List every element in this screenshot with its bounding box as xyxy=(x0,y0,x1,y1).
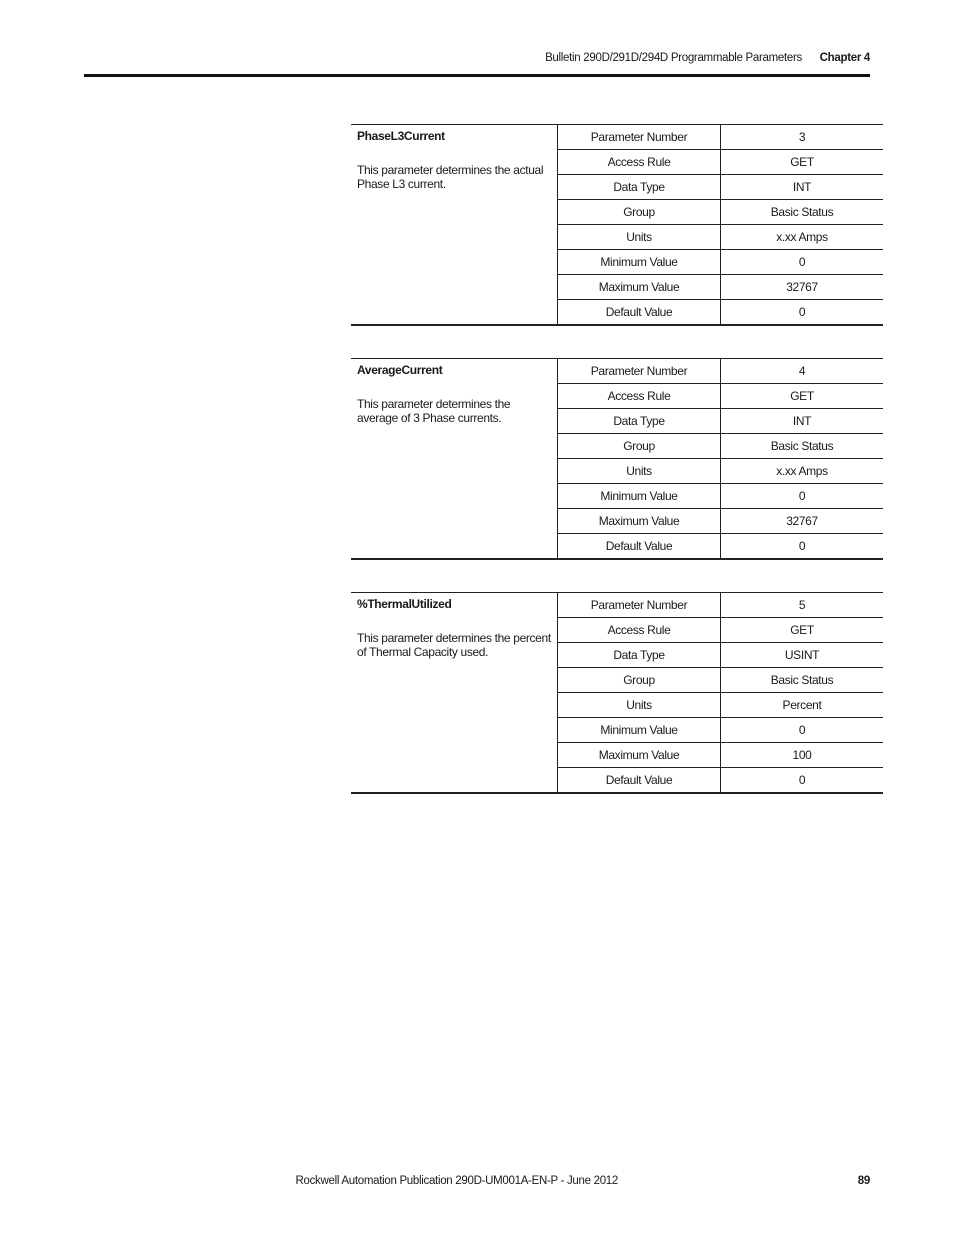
row-label: Group xyxy=(558,200,721,225)
row-value: 4 xyxy=(721,359,884,384)
parameter-table-averagecurrent xyxy=(351,358,883,560)
parameter-description: This parameter determines the actual Phase L3 current. xyxy=(357,163,544,191)
row-label: Default Value xyxy=(558,534,721,560)
parameter-name: PhaseL3Current xyxy=(357,129,445,143)
row-label: Access Rule xyxy=(558,618,721,643)
row-value: USINT xyxy=(721,643,884,668)
row-label: Units xyxy=(558,459,721,484)
row-label: Units xyxy=(558,225,721,250)
row-value: x.xx Amps xyxy=(721,459,884,484)
row-label: Group xyxy=(558,434,721,459)
parameter-name: %ThermalUtilized xyxy=(357,597,452,611)
row-value: GET xyxy=(721,150,884,175)
page-number: 89 xyxy=(857,1175,870,1187)
row-label: Default Value xyxy=(558,768,721,794)
row-label: Minimum Value xyxy=(558,484,721,509)
row-label: Default Value xyxy=(558,300,721,326)
row-value: Basic Status xyxy=(721,434,884,459)
parameter-name: AverageCurrent xyxy=(357,363,443,377)
parameter-description-cell xyxy=(351,593,558,794)
parameter-description: This parameter determines the average of 3 Phase currents. xyxy=(357,397,511,425)
row-label: Maximum Value xyxy=(558,743,721,768)
row-value: 0 xyxy=(721,768,884,794)
row-value: 0 xyxy=(721,534,884,560)
page-footer xyxy=(84,1175,870,1193)
row-label: Data Type xyxy=(558,175,721,200)
parameter-table-phasel3current xyxy=(351,124,883,326)
parameter-description-cell xyxy=(351,125,558,326)
row-label: Parameter Number xyxy=(558,593,721,618)
row-label: Access Rule xyxy=(558,384,721,409)
header-rule xyxy=(84,74,870,77)
row-value: GET xyxy=(721,384,884,409)
row-label: Maximum Value xyxy=(558,275,721,300)
row-label: Parameter Number xyxy=(558,359,721,384)
row-value: Percent xyxy=(721,693,884,718)
row-value: GET xyxy=(721,618,884,643)
row-value: 100 xyxy=(721,743,884,768)
row-value: 0 xyxy=(721,300,884,326)
parameter-table-thermalutilized xyxy=(351,592,883,794)
row-value: Basic Status xyxy=(721,200,884,225)
row-value: 0 xyxy=(721,484,884,509)
row-value: INT xyxy=(721,175,884,200)
row-label: Minimum Value xyxy=(558,718,721,743)
header-title: Bulletin 290D/291D/294D Programmable Parameters xyxy=(545,52,802,64)
row-label: Access Rule xyxy=(558,150,721,175)
row-value: 3 xyxy=(721,125,884,150)
row-label: Data Type xyxy=(558,643,721,668)
chapter-label: Chapter 4 xyxy=(819,52,870,64)
row-label: Minimum Value xyxy=(558,250,721,275)
page-header xyxy=(84,52,870,70)
row-value: Basic Status xyxy=(721,668,884,693)
row-value: x.xx Amps xyxy=(721,225,884,250)
parameter-description: This parameter determines the percent of Thermal Capacity used. xyxy=(357,631,551,659)
row-value: 0 xyxy=(721,718,884,743)
row-label: Group xyxy=(558,668,721,693)
row-value: 32767 xyxy=(721,509,884,534)
row-label: Parameter Number xyxy=(558,125,721,150)
publication-info: Rockwell Automation Publication 290D-UM001A-EN-P - June 2012 xyxy=(295,1175,618,1187)
row-label: Maximum Value xyxy=(558,509,721,534)
row-value: 32767 xyxy=(721,275,884,300)
row-value: 0 xyxy=(721,250,884,275)
row-label: Data Type xyxy=(558,409,721,434)
parameter-description-cell xyxy=(351,359,558,560)
row-label: Units xyxy=(558,693,721,718)
row-value: INT xyxy=(721,409,884,434)
row-value: 5 xyxy=(721,593,884,618)
